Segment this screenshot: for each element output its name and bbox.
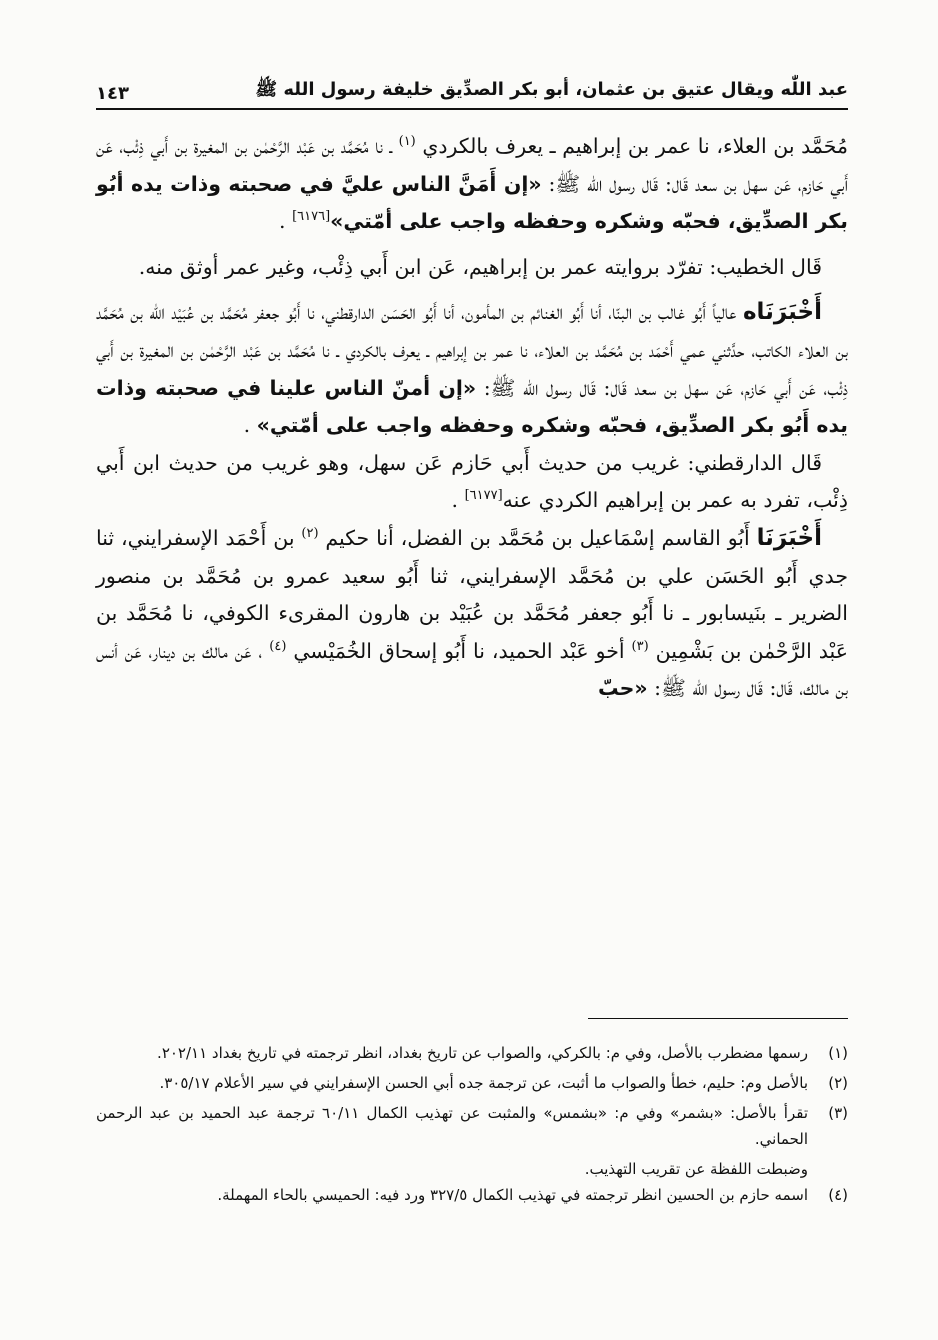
p1-text-b: ـ نا مُحَمَّد بن عَبْد الرَّحْمٰن بن المغيرة بن أَبي ذِئْب، عَن أَبي حَازم، عَن سهل بن سعد قَال: قَال رسول الله ﷺ: — [96, 134, 848, 196]
hadith-text-3-start: «حبّ — [597, 676, 648, 701]
page-header — [96, 68, 848, 104]
running-title: عبد اللّٰه ويقال عتيق بن عثمان، أبو بكر الصدِّيق خليفة رسول الله ﷺ — [255, 79, 848, 100]
p1-text-a: مُحَمَّد بن العلاء، نا عمر بن إبراهيم ـ يعرف بالكردي — [422, 134, 848, 158]
p5-text-a: أَبُو القاسم إسْمَاعيل بن مُحَمَّد بن الفضل، أنا حكيم — [325, 525, 757, 550]
footnote-number: (٤) — [828, 1186, 848, 1204]
footnote-number: (٢) — [828, 1074, 848, 1092]
footnote-text: رسمها مضطرب بالأصل، وفي م: بالكركي، والصواب عن تاريخ بغداد، انظر ترجمته في تاريخ بغداد ٢٠٢/١١. — [157, 1044, 808, 1062]
p1-end: . — [279, 209, 293, 234]
footnotes — [96, 1040, 848, 1212]
hadith-ref-6176: [٦١٧٦] — [292, 209, 331, 225]
paragraph-4 — [96, 445, 848, 520]
main-text — [96, 128, 848, 708]
footnote-ref-2[interactable]: (٢) — [301, 526, 319, 542]
p4-text: قَال الدارقطني: غريب من حديث أَبي حَازم عَن سهل، وهو غريب من حديث ابن أَبي ذِئْب، تفرد به عمر بن إبراهيم الكردي عنه — [96, 450, 848, 513]
header-divider — [96, 108, 848, 110]
page-number: ١٤٣ — [96, 83, 129, 104]
footnote-2 — [96, 1070, 848, 1096]
hadith-ref-6177: [٦١٧٧] — [464, 488, 503, 504]
hadith-text-1: «إن أَمَنَّ الناس عليَّ في صحبته وذات يده أبُو بكر الصدِّيق، فحبّه وشكره وحفظه واجب على أمّتي» — [96, 171, 848, 234]
p4-end: . — [451, 488, 465, 513]
footnote-text: بالأصل وم: حليم، خطأ والصواب ما أثبت، عن ترجمة جده أبي الحسن الإسفرايني في سير الأعلام ٣٠٥/١٧. — [159, 1074, 808, 1092]
hadith-text-2: «إن أمنّ الناس علينا في صحبته وذات يده أَبُو بكر الصدِّيق، فحبّه وشكره وحفظه واجب على أمّتي» — [96, 375, 848, 438]
footnote-4 — [96, 1182, 848, 1208]
footnote-number: (١) — [828, 1044, 848, 1062]
p5-text-d: ، عَن مالك بن دينار، عَن أنس بن مالك، قَال: قَال رسول الله ﷺ: — [96, 638, 848, 701]
p5-text-b: بن أَحْمَد الإسفرايني، ثنا جدي أَبُو الحَسَن علي بن مُحَمَّد الإسفرايني، ثنا أَبُو سعيد عمرو بن مُحَمَّد بن منصور الضرير ـ بنَيسابور ـ نا أَبُو جعفر مُحَمَّد بن عُبَيْد بن هارون المقرىء الكوفي، نا مُحَمَّد بن عَبْد الرَّحْمٰن بن بَشْمِين — [96, 525, 848, 663]
footnote-1 — [96, 1040, 848, 1066]
footnote-text: اسمه حازم بن الحسين انظر ترجمته في تهذيب الكمال ٣٢٧/٥ ورد فيه: الحميسي بالحاء المهملة. — [217, 1186, 808, 1204]
paragraph-2: قَال الخطيب: تفرّد بروايته عمر بن إبراهيم، عَن ابن أَبي ذِئْب، وغير عمر أوثق منه. — [138, 254, 822, 279]
paragraph-5 — [96, 520, 848, 708]
footnote-number: (٣) — [828, 1104, 848, 1122]
footnote-3 — [96, 1100, 848, 1152]
footnote-3-continuation: وضبطت اللفظة عن تقريب التهذيب. — [584, 1160, 808, 1178]
footnote-divider — [588, 1018, 848, 1019]
paragraph-1 — [96, 128, 848, 241]
footnote-text: تقرأ بالأصل: «بشمر» وفي م: «بشمس» والمثبت عن تهذيب الكمال ٦٠/١١ ترجمة عبد الحميد بن عبد الرحمن الحماني. — [96, 1104, 808, 1148]
isnad-lead-2: أَخْبَرَنَا — [756, 524, 822, 551]
p5-text-c: أخو عَبْد الحميد، نا أَبُو إسحاق الخُمَيْسي — [293, 638, 632, 663]
isnad-lead-1: أَخْبَرَنَاه — [742, 299, 822, 326]
footnote-ref-1[interactable]: (١) — [398, 134, 416, 150]
p3-text: عالياً أَبُو غالب بن البنّا، أنا أَبُو الغنائم بن المأمون، أنا أَبُو الحَسَن الدارقطني، نا أَبُو جعفر مُحَمَّد بن عُبَيْد اللّٰه بن مُحَمَّد بن العلاء الكاتب، حدَّثني عمي أَحْمَد بن مُحَمَّد بن العلاء، نا عمر بن إبراهيم ـ يعرف بالكردي ـ نا مُحَمَّد بن عَبْد الرَّحْمٰن بن المغيرة بن أَبي ذِئْب، عَن أَبي حَازم، عَن سهل بن سعد قَال: قَال رسول الله ﷺ: — [96, 300, 848, 400]
footnote-ref-4[interactable]: (٤) — [269, 638, 287, 654]
paragraph-3 — [96, 294, 848, 444]
p3-end: . — [243, 413, 257, 438]
footnote-ref-3[interactable]: (٣) — [631, 638, 649, 654]
